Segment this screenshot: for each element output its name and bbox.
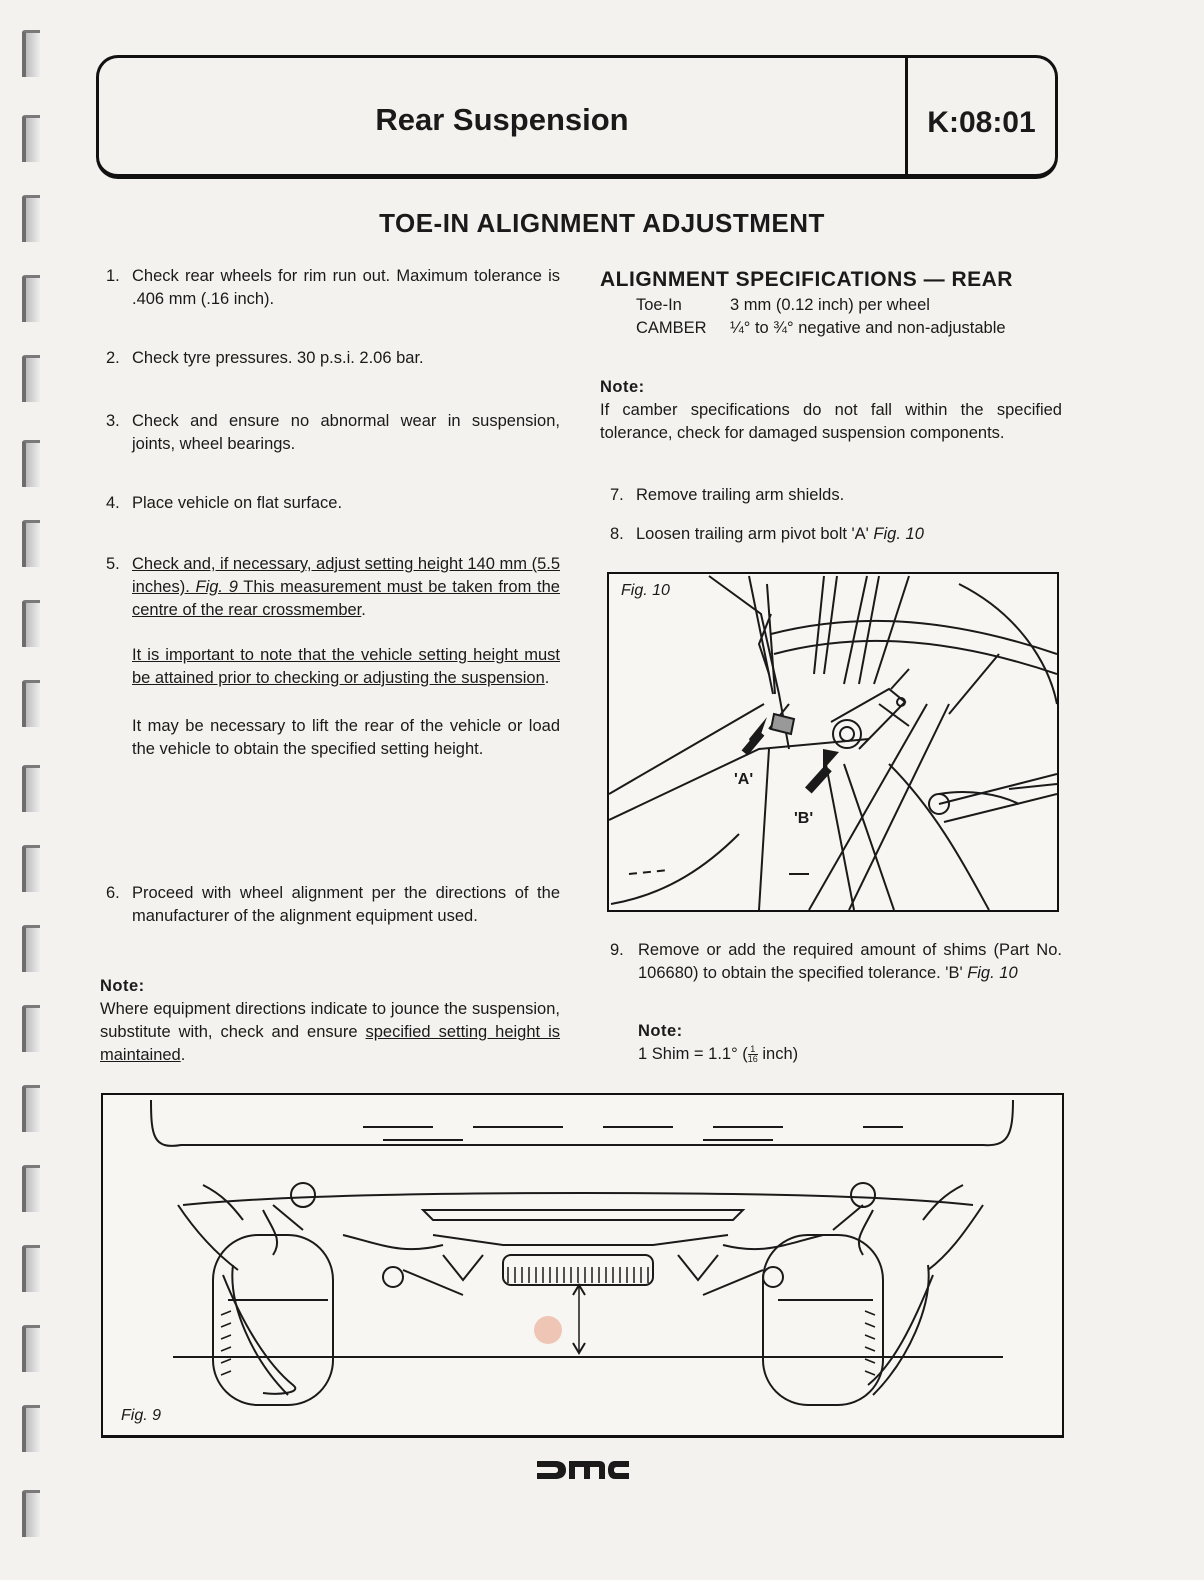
step-text: Check and ensure no abnormal wear in suspension, joints, wheel bearings. [132, 412, 560, 453]
toe-in-label: Toe-In [636, 296, 682, 314]
figure-label: Fig. 9 [121, 1407, 162, 1424]
fig-10-reference: Fig. 10 [967, 964, 1018, 982]
step-9-text: Remove or add the required amount of shims (Part No. 106680) to obtain the specified tolerance. 'B' [638, 941, 1062, 982]
figure-10 [607, 572, 1059, 912]
step-text [132, 553, 560, 622]
page-header [96, 55, 1058, 179]
step-1 [100, 265, 560, 311]
note-label: Note: [100, 977, 145, 995]
callout-b: 'B' [794, 810, 814, 827]
dmc-logo-mark [533, 1458, 633, 1482]
note-text-underlined: specified setting height is maintained [100, 1023, 560, 1064]
dmc-logo [533, 1458, 633, 1482]
page-code: K:08:01 [927, 106, 1036, 139]
step-number: 3. [106, 412, 120, 430]
note-text-a: Where equipment directions indicate to jounce the suspension, substitute with, check and ensure [100, 1000, 560, 1041]
step-4 [100, 492, 560, 515]
right-column [600, 268, 1062, 1065]
note-label: Note: [638, 1022, 683, 1040]
fig-9-reference: Fig. 9 [195, 578, 238, 596]
step-5-para2: It is important to note that the vehicle setting height must be attained prior to checking or adjusting the suspension [132, 646, 560, 687]
step-2 [100, 347, 560, 370]
toe-in-value: 3 mm (0.12 inch) per wheel [730, 296, 930, 314]
step-text: Place vehicle on flat surface. [132, 494, 343, 512]
step-5-text-a: Check and, if necessary, adjust setting height 140 mm (5.5 inches). [132, 555, 561, 596]
note-text [100, 998, 560, 1067]
step-number: 1. [106, 267, 120, 285]
step-number: 5. [106, 555, 120, 573]
note-text-end: . [180, 1046, 186, 1064]
figure-9 [101, 1093, 1064, 1438]
figure-label: Fig. 10 [621, 582, 670, 599]
step-8 [600, 523, 1062, 546]
spec-heading: ALIGNMENT SPECIFICATIONS — REAR [600, 268, 1013, 291]
step-5-text-b: This measurement must be taken from the centre of the rear crossmember [132, 578, 560, 619]
fraction-denominator: 16 [747, 1054, 758, 1065]
step-3 [100, 410, 560, 456]
step-5-para2-end: . [544, 669, 550, 687]
shim-text-b: inch) [757, 1045, 799, 1063]
note-text: If camber specifications do not fall within the specified tolerance, check for damaged suspension components. [600, 401, 1062, 442]
shim-fraction [748, 1045, 758, 1064]
step-number: 4. [106, 494, 120, 512]
step-text [636, 523, 1062, 546]
step-7 [600, 484, 1062, 507]
page-title: Rear Suspension [375, 102, 629, 137]
step-5-important-note [132, 644, 560, 690]
step-8-text: Loosen trailing arm pivot bolt 'A' [636, 525, 874, 543]
step-text: Check tyre pressures. 30 p.s.i. 2.06 bar. [132, 349, 424, 367]
step-number: 2. [106, 349, 120, 367]
step-5-text-end: . [361, 601, 366, 619]
step-6 [100, 882, 560, 928]
step-number: 6. [106, 884, 120, 902]
right-note [600, 376, 1062, 445]
step-text: Check rear wheels for rim run out. Maximum tolerance is .406 mm (.16 inch). [132, 267, 560, 308]
step-number: 8. [610, 525, 624, 543]
step-text: Proceed with wheel alignment per the directions of the manufacturer of the alignment equipment used. [132, 884, 560, 925]
fig-10-reference: Fig. 10 [873, 525, 924, 543]
shim-note [638, 1043, 1062, 1066]
callout-a: 'A' [734, 771, 754, 788]
section-title: TOE-IN ALIGNMENT ADJUSTMENT [379, 208, 825, 238]
step-number: 9. [610, 941, 624, 959]
note-label: Note: [600, 378, 645, 396]
step-5 [100, 553, 560, 761]
step-9 [600, 939, 1062, 985]
camber-label: CAMBER [636, 319, 707, 337]
step-5-para3: It may be necessary to lift the rear of the vehicle or load the vehicle to obtain the specified setting height. [132, 717, 560, 758]
shim-text-a: 1 Shim = 1.1° ( [638, 1045, 748, 1063]
fraction-numerator: 1 [748, 1045, 758, 1055]
camber-value: ¼° to ¾° negative and non-adjustable [730, 319, 1006, 337]
left-note [100, 975, 560, 1067]
step-text [638, 939, 1062, 985]
step-number: 7. [610, 486, 624, 504]
trailing-arm-illustration [609, 574, 1057, 910]
right-note-2 [638, 1020, 1062, 1066]
step-text: Remove trailing arm shields. [636, 486, 845, 504]
rear-vehicle-illustration [103, 1095, 1062, 1435]
